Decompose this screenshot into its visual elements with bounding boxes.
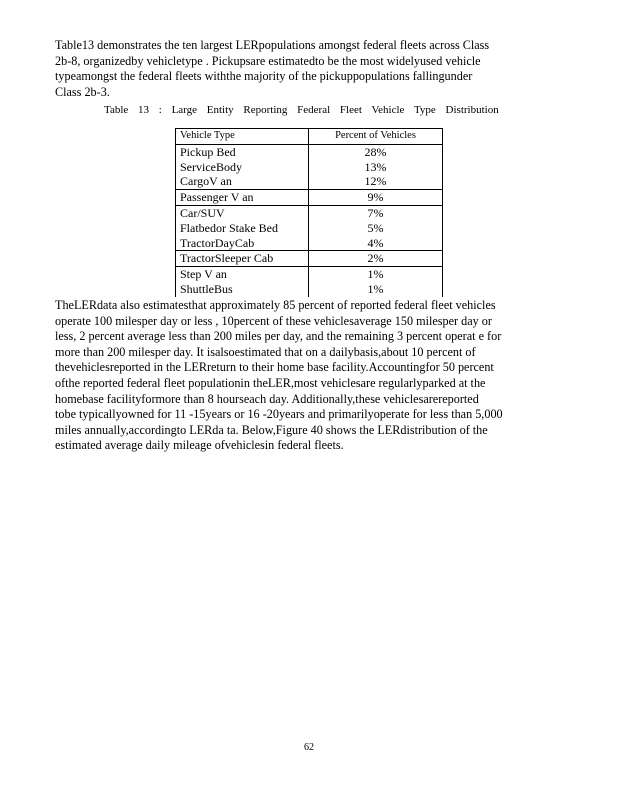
text-line: operate 100 milesper day or less , 10percent of these vehiclesaverage 150 milesper day or	[55, 313, 492, 328]
table-row	[176, 174, 443, 189]
vehicle-cell: Passenger V an	[176, 190, 309, 206]
table-row	[176, 236, 443, 251]
text-line: estimated average daily mileage ofvehiclesin federal fleets.	[55, 438, 344, 453]
table-row	[176, 190, 443, 206]
percent-cell: 28%	[309, 144, 443, 159]
percent-cell: 9%	[309, 190, 443, 206]
vehicle-cell: Car/SUV	[176, 205, 309, 220]
percent-cell: 7%	[309, 205, 443, 220]
table-header-row	[176, 129, 443, 145]
percent-cell: 12%	[309, 174, 443, 189]
percent-cell: 1%	[309, 267, 443, 282]
text-line: ofthe reported federal fleet populationin theLER,most vehiclesare regularlyparked at the	[55, 375, 486, 390]
vehicle-type-table	[175, 128, 443, 297]
text-line: TheLERdata also estimatesthat approximately 85 percent of reported federal fleet vehicles	[55, 298, 496, 312]
text-line: typeamongst the federal fleets withthe majority of the pickuppopulations fallingunder	[55, 69, 473, 84]
text-line: tobe typicallyowned for 11 -15years or 16 -20years and primarilyoperate for less than 5,000	[55, 407, 503, 422]
percent-cell: 5%	[309, 221, 443, 236]
vehicle-cell: ServiceBody	[176, 160, 309, 175]
table-row	[176, 251, 443, 267]
vehicle-cell: TractorSleeper Cab	[176, 251, 309, 267]
vehicle-cell: Step V an	[176, 267, 309, 282]
text-line: homebase facilityformore than 8 hourseach day. Additionally,these vehiclesarereported	[55, 391, 479, 406]
table-row	[176, 205, 443, 220]
percent-cell: 2%	[309, 251, 443, 267]
text-line: Class 2b-3.	[55, 84, 110, 99]
percent-cell: 13%	[309, 160, 443, 175]
vehicle-cell: TractorDayCab	[176, 236, 309, 251]
body-paragraph	[55, 298, 565, 454]
intro-paragraph	[55, 38, 565, 100]
text-line: miles annually,accordingto LERda ta. Below,Figure 40 shows the LERdistribution of the	[55, 422, 488, 437]
table-row	[176, 144, 443, 159]
table-row	[176, 160, 443, 175]
vehicle-cell: Pickup Bed	[176, 144, 309, 159]
percent-cell: 1%	[309, 282, 443, 297]
vehicle-cell: Flatbedor Stake Bed	[176, 221, 309, 236]
vehicle-cell: ShuttleBus	[176, 282, 309, 297]
vehicle-cell: CargoV an	[176, 174, 309, 189]
percent-cell: 4%	[309, 236, 443, 251]
page-number: 62	[304, 742, 314, 753]
text-line: 2b-8, organizedby vehicletype . Pickupsare estimatedto be the most widelyused vehicle	[55, 53, 481, 68]
table-row	[176, 221, 443, 236]
table-caption: Table 13 : Large Entity Reporting Federal Fleet Vehicle Type Distribution	[104, 104, 499, 116]
text-line: more than 200 milesper day. It isalsoestimated that on a dailybasis,about 10 percent of	[55, 344, 476, 359]
text-line: Table13 demonstrates the ten largest LERpopulations amongst federal fleets across Class	[55, 38, 490, 52]
text-line: thevehiclesreported in the LERreturn to their home base facility.Accountingfor 50 percent	[55, 360, 494, 375]
column-header-vehicle-type: Vehicle Type	[176, 129, 309, 145]
table-row	[176, 267, 443, 282]
text-line: less, 2 percent average less than 200 miles per day, and the remaining 3 percent operat e for	[55, 329, 502, 344]
table-row	[176, 282, 443, 297]
column-header-percent: Percent of Vehicles	[309, 129, 443, 145]
